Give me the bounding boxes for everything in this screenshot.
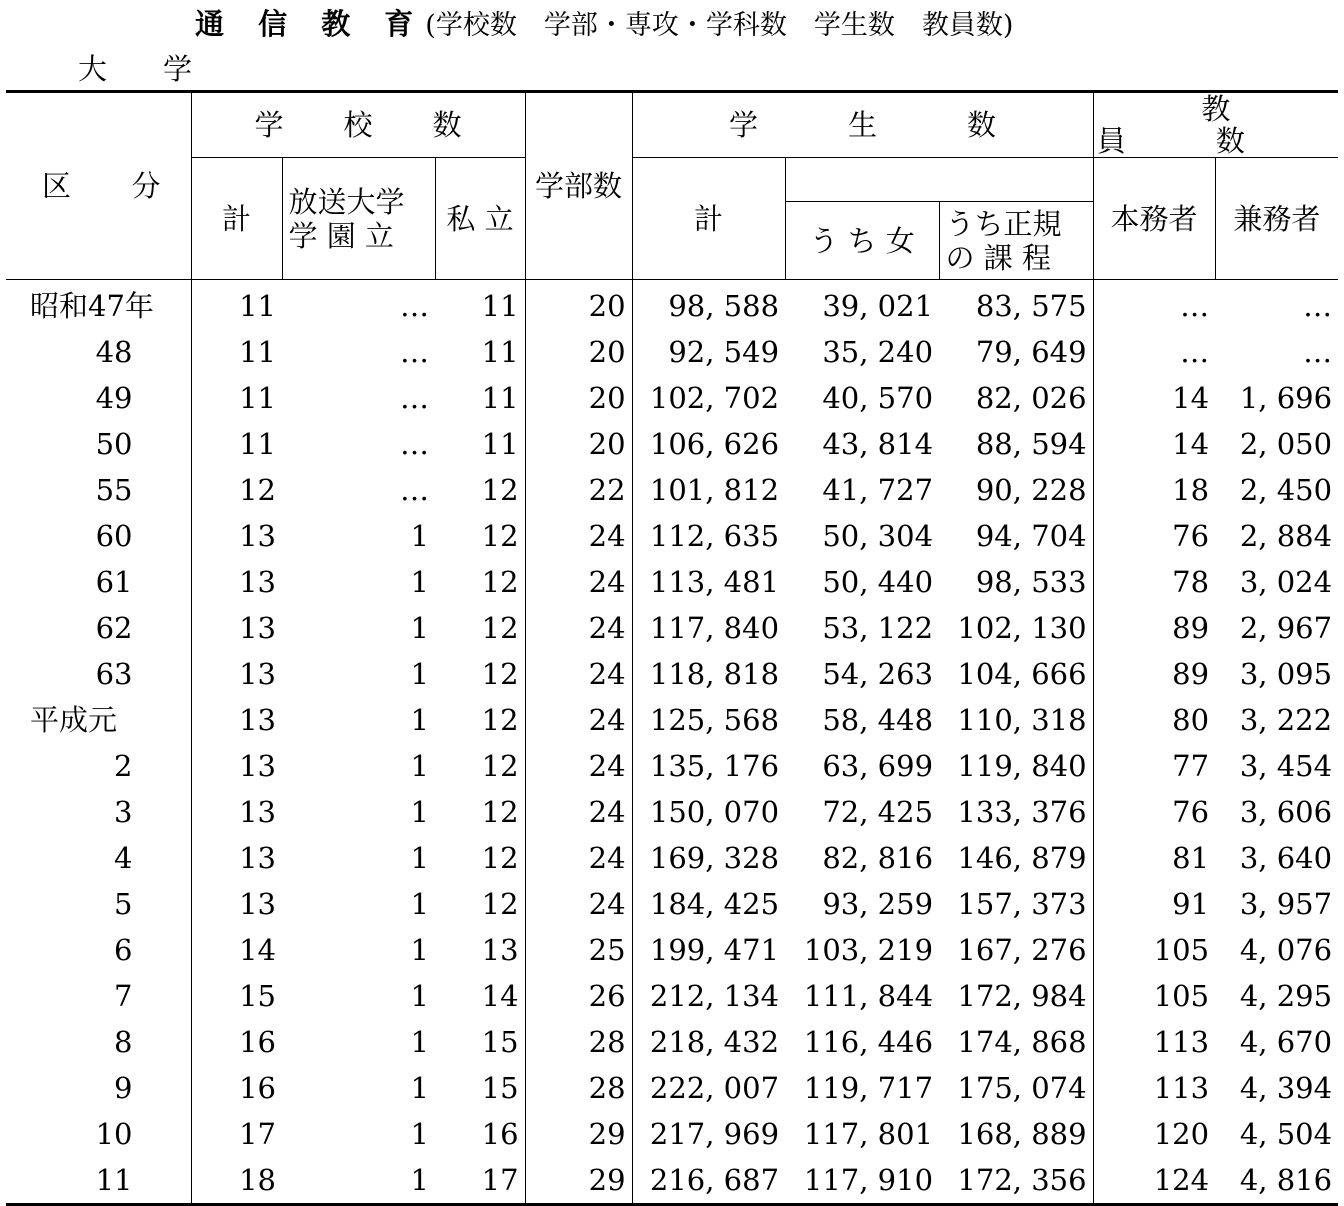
cell-students: 112, 635 [632, 513, 785, 559]
row-label: 昭和47年 [30, 289, 154, 323]
cell-students: 222, 007 [632, 1065, 785, 1111]
cell-part-time: 3, 454 [1239, 749, 1333, 783]
cell-full-time: 18 [1093, 467, 1215, 513]
cell-female: 82, 816 [822, 841, 934, 875]
header-student-total: 計 [632, 158, 785, 280]
cell-school-total: 13 [191, 835, 282, 881]
cell-public: 1 [410, 749, 429, 783]
cell-part-time: … [1303, 289, 1333, 323]
section-heading: 大学 [78, 52, 249, 86]
cell-faculties: 24 [525, 697, 632, 743]
header-teacher-full: 本務者 [1093, 158, 1215, 280]
cell-private: 11 [481, 427, 519, 461]
table-row [6, 467, 1338, 513]
cell-regular: 174, 868 [957, 1025, 1087, 1059]
cell-full-time: … [1093, 280, 1215, 330]
cell-regular: 88, 594 [975, 427, 1087, 461]
row-label: 3 [114, 795, 133, 829]
cell-faculties: 29 [525, 1157, 632, 1205]
cell-faculties: 22 [525, 467, 632, 513]
header-school-private: 私 立 [435, 158, 525, 280]
cell-public: 1 [410, 979, 429, 1013]
row-label: 48 [95, 335, 133, 369]
cell-part-time: 4, 394 [1239, 1071, 1333, 1105]
cell-public: … [400, 381, 429, 415]
cell-school-total: 12 [191, 467, 282, 513]
cell-regular: 98, 533 [975, 565, 1087, 599]
table-row [6, 280, 1338, 330]
cell-school-total: 13 [191, 743, 282, 789]
cell-school-total: 18 [191, 1157, 282, 1205]
cell-faculties: 24 [525, 835, 632, 881]
cell-public: 1 [410, 519, 429, 553]
cell-faculties: 20 [525, 329, 632, 375]
row-label: 平成元 [30, 703, 118, 737]
cell-full-time: 78 [1093, 559, 1215, 605]
cell-private: 12 [481, 519, 519, 553]
table-header [6, 92, 1338, 280]
cell-part-time: 2, 967 [1239, 611, 1333, 645]
cell-faculties: 26 [525, 973, 632, 1019]
cell-part-time: 3, 024 [1239, 565, 1333, 599]
cell-students: 216, 687 [632, 1157, 785, 1205]
cell-female: 111, 844 [803, 979, 934, 1013]
cell-part-time: 1, 696 [1239, 381, 1333, 415]
cell-regular: 172, 984 [957, 979, 1087, 1013]
cell-regular: 157, 373 [957, 887, 1087, 921]
statistics-table [6, 90, 1338, 1206]
table-row [6, 789, 1338, 835]
cell-female: 117, 801 [803, 1117, 934, 1151]
table-row [6, 375, 1338, 421]
cell-part-time: 3, 606 [1239, 795, 1333, 829]
cell-faculties: 25 [525, 927, 632, 973]
cell-private: 11 [481, 335, 519, 369]
cell-school-total: 11 [191, 329, 282, 375]
row-label: 6 [114, 933, 133, 967]
header-faculties: 学部数 [525, 92, 632, 280]
row-label: 63 [95, 657, 133, 691]
header-school-total: 計 [191, 158, 282, 280]
table-row [6, 1157, 1338, 1205]
cell-female: 54, 263 [822, 657, 934, 691]
cell-students: 113, 481 [632, 559, 785, 605]
cell-school-total: 13 [191, 697, 282, 743]
cell-private: 12 [481, 473, 519, 507]
cell-faculties: 24 [525, 743, 632, 789]
title-subtitle: (学校数 学部・専攻・学科数 学生数 教員数) [425, 10, 1014, 41]
cell-school-total: 17 [191, 1111, 282, 1157]
table-row [6, 651, 1338, 697]
cell-full-time: 81 [1093, 835, 1215, 881]
cell-faculties: 24 [525, 651, 632, 697]
cell-public: 1 [410, 933, 429, 967]
cell-full-time: 77 [1093, 743, 1215, 789]
row-label: 8 [114, 1025, 133, 1059]
header-teacher-part: 兼務者 [1215, 158, 1338, 280]
cell-private: 13 [481, 933, 519, 967]
cell-private: 12 [481, 703, 519, 737]
table-row [6, 329, 1338, 375]
page-title [195, 4, 1013, 44]
cell-part-time: 2, 884 [1239, 519, 1333, 553]
cell-private: 15 [481, 1071, 519, 1105]
cell-part-time: 3, 640 [1239, 841, 1333, 875]
cell-part-time: 4, 816 [1215, 1157, 1338, 1205]
cell-school-total: 16 [191, 1019, 282, 1065]
cell-students: 98, 588 [632, 280, 785, 330]
cell-faculties: 29 [525, 1111, 632, 1157]
row-label: 4 [114, 841, 133, 875]
cell-private: 12 [481, 657, 519, 691]
row-label: 62 [95, 611, 133, 645]
cell-part-time: 2, 050 [1239, 427, 1333, 461]
cell-female: 103, 219 [803, 933, 934, 967]
cell-private: 12 [481, 565, 519, 599]
cell-students: 102, 702 [632, 375, 785, 421]
cell-public: 1 [410, 841, 429, 875]
cell-faculties: 24 [525, 605, 632, 651]
cell-regular: 94, 704 [975, 519, 1087, 553]
cell-female: 63, 699 [822, 749, 934, 783]
cell-public: 1 [410, 887, 429, 921]
cell-part-time: … [1303, 335, 1333, 369]
cell-faculties: 24 [525, 513, 632, 559]
cell-full-time: 113 [1093, 1065, 1215, 1111]
cell-public: 1 [410, 795, 429, 829]
cell-female: 117, 910 [785, 1157, 939, 1205]
cell-female: 93, 259 [822, 887, 934, 921]
header-student-regular: うち正規 の 課 程 [939, 202, 1093, 280]
cell-full-time: 14 [1093, 421, 1215, 467]
cell-regular: 168, 889 [957, 1117, 1087, 1151]
cell-female: 58, 448 [822, 703, 934, 737]
header-student-group-blank [785, 158, 1093, 202]
cell-full-time: 89 [1093, 651, 1215, 697]
cell-students: 184, 425 [632, 881, 785, 927]
cell-students: 199, 471 [632, 927, 785, 973]
cell-public: 1 [410, 657, 429, 691]
cell-students: 118, 818 [632, 651, 785, 697]
cell-private: 12 [481, 887, 519, 921]
cell-full-time: 76 [1093, 513, 1215, 559]
cell-public: 1 [410, 703, 429, 737]
cell-public: 1 [410, 1071, 429, 1105]
row-label: 49 [95, 381, 133, 415]
cell-regular: 104, 666 [957, 657, 1087, 691]
cell-regular: 172, 356 [939, 1157, 1093, 1205]
row-label: 50 [95, 427, 133, 461]
cell-faculties: 20 [525, 280, 632, 330]
table-row [6, 1065, 1338, 1111]
header-schools: 学校数 [191, 92, 525, 158]
cell-full-time: 89 [1093, 605, 1215, 651]
cell-female: 50, 440 [822, 565, 934, 599]
row-label: 9 [114, 1071, 133, 1105]
row-label: 2 [114, 749, 133, 783]
cell-regular: 175, 074 [957, 1071, 1087, 1105]
cell-students: 218, 432 [632, 1019, 785, 1065]
table-row [6, 927, 1338, 973]
cell-female: 72, 425 [822, 795, 934, 829]
cell-private: 11 [481, 381, 519, 415]
cell-school-total: 13 [191, 789, 282, 835]
table-row [6, 1019, 1338, 1065]
cell-school-total: 16 [191, 1065, 282, 1111]
table-row [6, 881, 1338, 927]
cell-part-time: 4, 295 [1239, 979, 1333, 1013]
cell-part-time: 3, 222 [1239, 703, 1333, 737]
cell-female: 116, 446 [803, 1025, 934, 1059]
cell-students: 212, 134 [632, 973, 785, 1019]
cell-private: 15 [481, 1025, 519, 1059]
cell-full-time: 120 [1093, 1111, 1215, 1157]
cell-regular: 83, 575 [975, 289, 1087, 323]
cell-students: 169, 328 [632, 835, 785, 881]
row-label: 55 [95, 473, 133, 507]
cell-female: 40, 570 [822, 381, 934, 415]
cell-female: 41, 727 [822, 473, 934, 507]
cell-regular: 102, 130 [957, 611, 1087, 645]
cell-part-time: 2, 450 [1239, 473, 1333, 507]
cell-students: 150, 070 [632, 789, 785, 835]
cell-private: 11 [481, 289, 519, 323]
cell-school-total: 13 [191, 513, 282, 559]
cell-school-total: 11 [191, 280, 282, 330]
cell-private: 12 [481, 841, 519, 875]
header-student-female: う ち 女 [785, 202, 939, 280]
cell-public: … [400, 473, 429, 507]
row-label: 10 [95, 1117, 133, 1151]
table-row [6, 697, 1338, 743]
cell-regular: 119, 840 [957, 749, 1087, 783]
cell-public: … [400, 335, 429, 369]
cell-school-total: 13 [191, 605, 282, 651]
cell-students: 125, 568 [632, 697, 785, 743]
row-label: 11 [6, 1157, 191, 1205]
cell-regular: 79, 649 [975, 335, 1087, 369]
cell-part-time: 3, 095 [1239, 657, 1333, 691]
cell-faculties: 24 [525, 881, 632, 927]
row-label: 60 [95, 519, 133, 553]
cell-regular: 110, 318 [957, 703, 1087, 737]
cell-public: 1 [410, 1025, 429, 1059]
cell-faculties: 24 [525, 789, 632, 835]
cell-part-time: 4, 504 [1239, 1117, 1333, 1151]
cell-part-time: 4, 076 [1239, 933, 1333, 967]
cell-female: 43, 814 [822, 427, 934, 461]
header-students: 学生数 [632, 92, 1093, 158]
cell-regular: 167, 276 [957, 933, 1087, 967]
cell-faculties: 20 [525, 375, 632, 421]
row-label: 5 [114, 887, 133, 921]
cell-private: 16 [481, 1117, 519, 1151]
cell-faculties: 20 [525, 421, 632, 467]
cell-female: 35, 240 [822, 335, 934, 369]
cell-regular: 133, 376 [957, 795, 1087, 829]
cell-students: 101, 812 [632, 467, 785, 513]
row-label: 61 [95, 565, 133, 599]
cell-full-time: … [1093, 329, 1215, 375]
cell-public: … [400, 427, 429, 461]
title-main: 通 信 教 育 [195, 7, 426, 41]
cell-female: 53, 122 [822, 611, 934, 645]
table-row [6, 835, 1338, 881]
cell-female: 50, 304 [822, 519, 934, 553]
cell-female: 119, 717 [803, 1071, 934, 1105]
cell-public: 1 [410, 611, 429, 645]
cell-full-time: 80 [1093, 697, 1215, 743]
cell-full-time: 105 [1093, 973, 1215, 1019]
cell-public: … [400, 289, 429, 323]
cell-full-time: 14 [1093, 375, 1215, 421]
cell-private: 12 [481, 795, 519, 829]
cell-school-total: 14 [191, 927, 282, 973]
cell-faculties: 24 [525, 559, 632, 605]
cell-private: 12 [481, 611, 519, 645]
cell-school-total: 11 [191, 421, 282, 467]
header-school-public: 放送大学 学 園 立 [282, 158, 435, 280]
cell-public: 1 [410, 1117, 429, 1151]
cell-faculties: 28 [525, 1065, 632, 1111]
table-row [6, 559, 1338, 605]
row-label: 7 [114, 979, 133, 1013]
cell-school-total: 13 [191, 651, 282, 697]
table-row [6, 743, 1338, 789]
cell-full-time: 124 [1093, 1157, 1215, 1205]
cell-school-total: 15 [191, 973, 282, 1019]
cell-regular: 90, 228 [975, 473, 1087, 507]
cell-female: 39, 021 [822, 289, 934, 323]
cell-public: 1 [410, 565, 429, 599]
cell-regular: 82, 026 [975, 381, 1087, 415]
cell-full-time: 113 [1093, 1019, 1215, 1065]
header-category: 区 分 [6, 92, 191, 280]
cell-full-time: 105 [1093, 927, 1215, 973]
table-row [6, 605, 1338, 651]
cell-private: 14 [481, 979, 519, 1013]
cell-school-total: 13 [191, 881, 282, 927]
table-row [6, 421, 1338, 467]
header-teachers: 教員数 [1093, 92, 1338, 158]
cell-students: 117, 840 [632, 605, 785, 651]
cell-school-total: 13 [191, 559, 282, 605]
cell-private: 17 [435, 1157, 525, 1205]
cell-public: 1 [282, 1157, 435, 1205]
cell-students: 92, 549 [632, 329, 785, 375]
table-row [6, 513, 1338, 559]
cell-regular: 146, 879 [957, 841, 1087, 875]
cell-students: 135, 176 [632, 743, 785, 789]
cell-students: 106, 626 [632, 421, 785, 467]
table-row [6, 973, 1338, 1019]
table-body [6, 280, 1338, 1205]
cell-full-time: 76 [1093, 789, 1215, 835]
cell-part-time: 3, 957 [1239, 887, 1333, 921]
cell-part-time: 4, 670 [1239, 1025, 1333, 1059]
cell-full-time: 91 [1093, 881, 1215, 927]
cell-private: 12 [481, 749, 519, 783]
cell-faculties: 28 [525, 1019, 632, 1065]
table-row [6, 1111, 1338, 1157]
cell-students: 217, 969 [632, 1111, 785, 1157]
cell-school-total: 11 [191, 375, 282, 421]
